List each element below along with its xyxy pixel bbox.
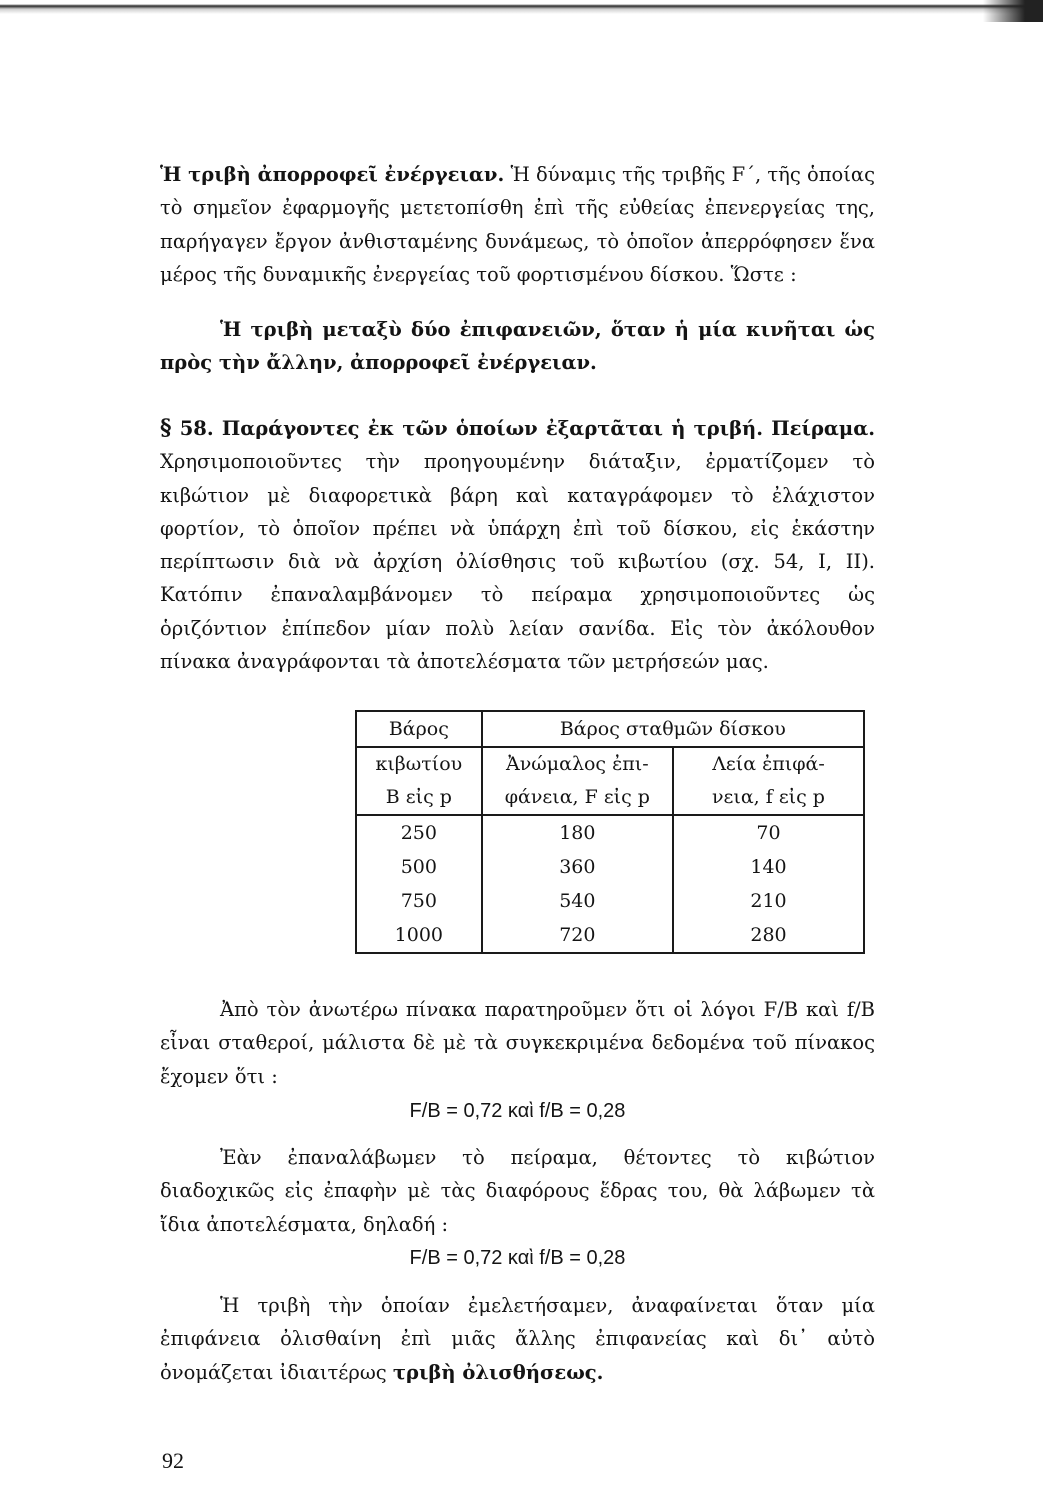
cell-box-weight: 1000: [356, 918, 482, 953]
page-number: 92: [162, 1448, 184, 1473]
table-row: [356, 918, 864, 953]
col-box-weight-header-bottom: Β εἰς p: [385, 786, 452, 808]
table-row: [356, 884, 864, 918]
cell-box-weight: 750: [356, 884, 482, 918]
col-box-weight-header: [356, 747, 482, 815]
friction-results-table: [355, 710, 865, 954]
table-observation-paragraph: Ἀπὸ τὸν ἀνωτέρω πίνακα παρατηροῦμεν ὅτι οἱ λόγοι F/B καὶ f/B εἶναι σταθεροί, μάλιστα δὲ μὲ τὰ συγκεκριμένα δεδομένα τοῦ πίνακος ἔχομεν ὅτι :: [160, 998, 875, 1088]
col-rough-surface-header-bottom: φάνεια, F εἰς p: [504, 786, 650, 808]
col-rough-surface-header-top: Ἀνώμαλος ἐπι-: [506, 753, 649, 775]
cell-smooth-force: 70: [673, 815, 864, 850]
paragraph-bold-lead: Ἡ τριβὴ ἀπορροφεῖ ἐνέργειαν.: [160, 163, 505, 186]
section-58-paragraph: [160, 412, 875, 678]
repeat-experiment-paragraph: Ἐὰν ἐπαναλάβωμεν τὸ πείραμα, θέτοντες τὸ κιβώτιον διαδοχικῶς εἰς ἐπαφὴν μὲ τὰς διαφόρους ἕδρας του, θὰ λάβωμεν τὰ ἴδια ἀποτελέσματα, δηλαδή :: [160, 1146, 875, 1236]
cell-rough-force: 360: [482, 850, 673, 884]
section-body: Χρησιμοποιοῦντες τὴν προηγουμένην διάταξιν, ἐρματίζομεν τὸ κιβώτιον μὲ διαφορετικὰ βάρη καὶ καταγράφομεν τὸ ἐλάχιστον φορτίον, τὸ ὁποῖον πρέπει νὰ ὑπάρχη ἐπὶ τοῦ δίσκου, εἰς ἑκάστην περίπτωσιν διὰ νὰ ἀρχίση ὀλίσθησις τοῦ κιβωτίου (σχ. 54, I, II). Κατόπιν ἐπαναλαμβάνομεν τὸ πείραμα χρησιμοποιοῦντες ὡς ὁριζόντιον ἐπίπεδον μίαν πολὺ λείαν σανίδα. Εἰς τὸν ἀκόλουθον πίνακα ἀναγράφονται τὰ ἀποτελέσματα τῶν μετρήσεών μας.: [160, 450, 875, 674]
cell-rough-force: 180: [482, 815, 673, 850]
sliding-friction-definition: [160, 1289, 875, 1389]
col-smooth-surface-header: [673, 747, 864, 815]
ratio-formula-2: F/B = 0,72 καὶ f/B = 0,28: [409, 1247, 626, 1269]
col-smooth-surface-header-top: Λεία ἐπιφά-: [712, 753, 825, 775]
ratio-formula-1: F/B = 0,72 καὶ f/B = 0,28: [409, 1100, 626, 1122]
cell-box-weight: 250: [356, 815, 482, 850]
col-box-weight-header-top: Βάρος: [356, 711, 482, 747]
cell-smooth-force: 140: [673, 850, 864, 884]
group-header-disk-weights: Βάρος σταθμῶν δίσκου: [482, 711, 864, 747]
paragraph-friction-absorbs-energy: [160, 158, 875, 291]
section-symbol: §: [160, 415, 172, 441]
table-row: [356, 850, 864, 884]
col-box-weight-header-mid: κιβωτίου: [375, 753, 463, 775]
cell-smooth-force: 210: [673, 884, 864, 918]
section-heading: 58. Παράγοντες ἐκ τῶν ὁποίων ἐξαρτᾶται ἡ τριβή. Πείραμα.: [171, 417, 875, 440]
paragraph-body: Ἡ δύναμις τῆς τριβῆς F΄, τῆς ὁποίας τὸ σημεῖον ἐφαρμογῆς μετετοπίσθη ἐπὶ τῆς εὐθείας ἐπενεργείας της, παρήγαγεν ἔργον ἀνθισταμένης δυνάμεως, τὸ ὁποῖον ἀπερρόφησεν ἕνα μέρος τῆς δυναμικῆς ἐνεργείας τοῦ φορτισμένου δίσκου. Ὥστε :: [160, 163, 875, 286]
col-rough-surface-header: [482, 747, 673, 815]
cell-rough-force: 540: [482, 884, 673, 918]
table-row: [356, 815, 864, 850]
page-top-edge-line: [0, 0, 1043, 16]
friction-principle-statement: Ἡ τριβὴ μεταξὺ δύο ἐπιφανειῶν, ὅταν ἡ μία κινῆται ὡς πρὸς τὴν ἄλλην, ἀπορροφεῖ ἐνέργειαν.: [160, 318, 875, 375]
col-smooth-surface-header-bottom: νεια, f εἰς p: [712, 786, 825, 808]
definition-term-bold: τριβὴ ὀλισθήσεως.: [392, 1360, 604, 1384]
cell-rough-force: 720: [482, 918, 673, 953]
cell-box-weight: 500: [356, 850, 482, 884]
definition-body: Ἡ τριβὴ τὴν ὁποίαν ἐμελετήσαμεν, ἀναφαίνεται ὅταν μία ἐπιφάνεια ὀλισθαίνη ἐπὶ μιᾶς ἄλλης ἐπιφανείας καὶ δι᾽ αὐτὸ ὀνομάζεται ἰδιαιτέρως: [160, 1294, 875, 1384]
cell-smooth-force: 280: [673, 918, 864, 953]
